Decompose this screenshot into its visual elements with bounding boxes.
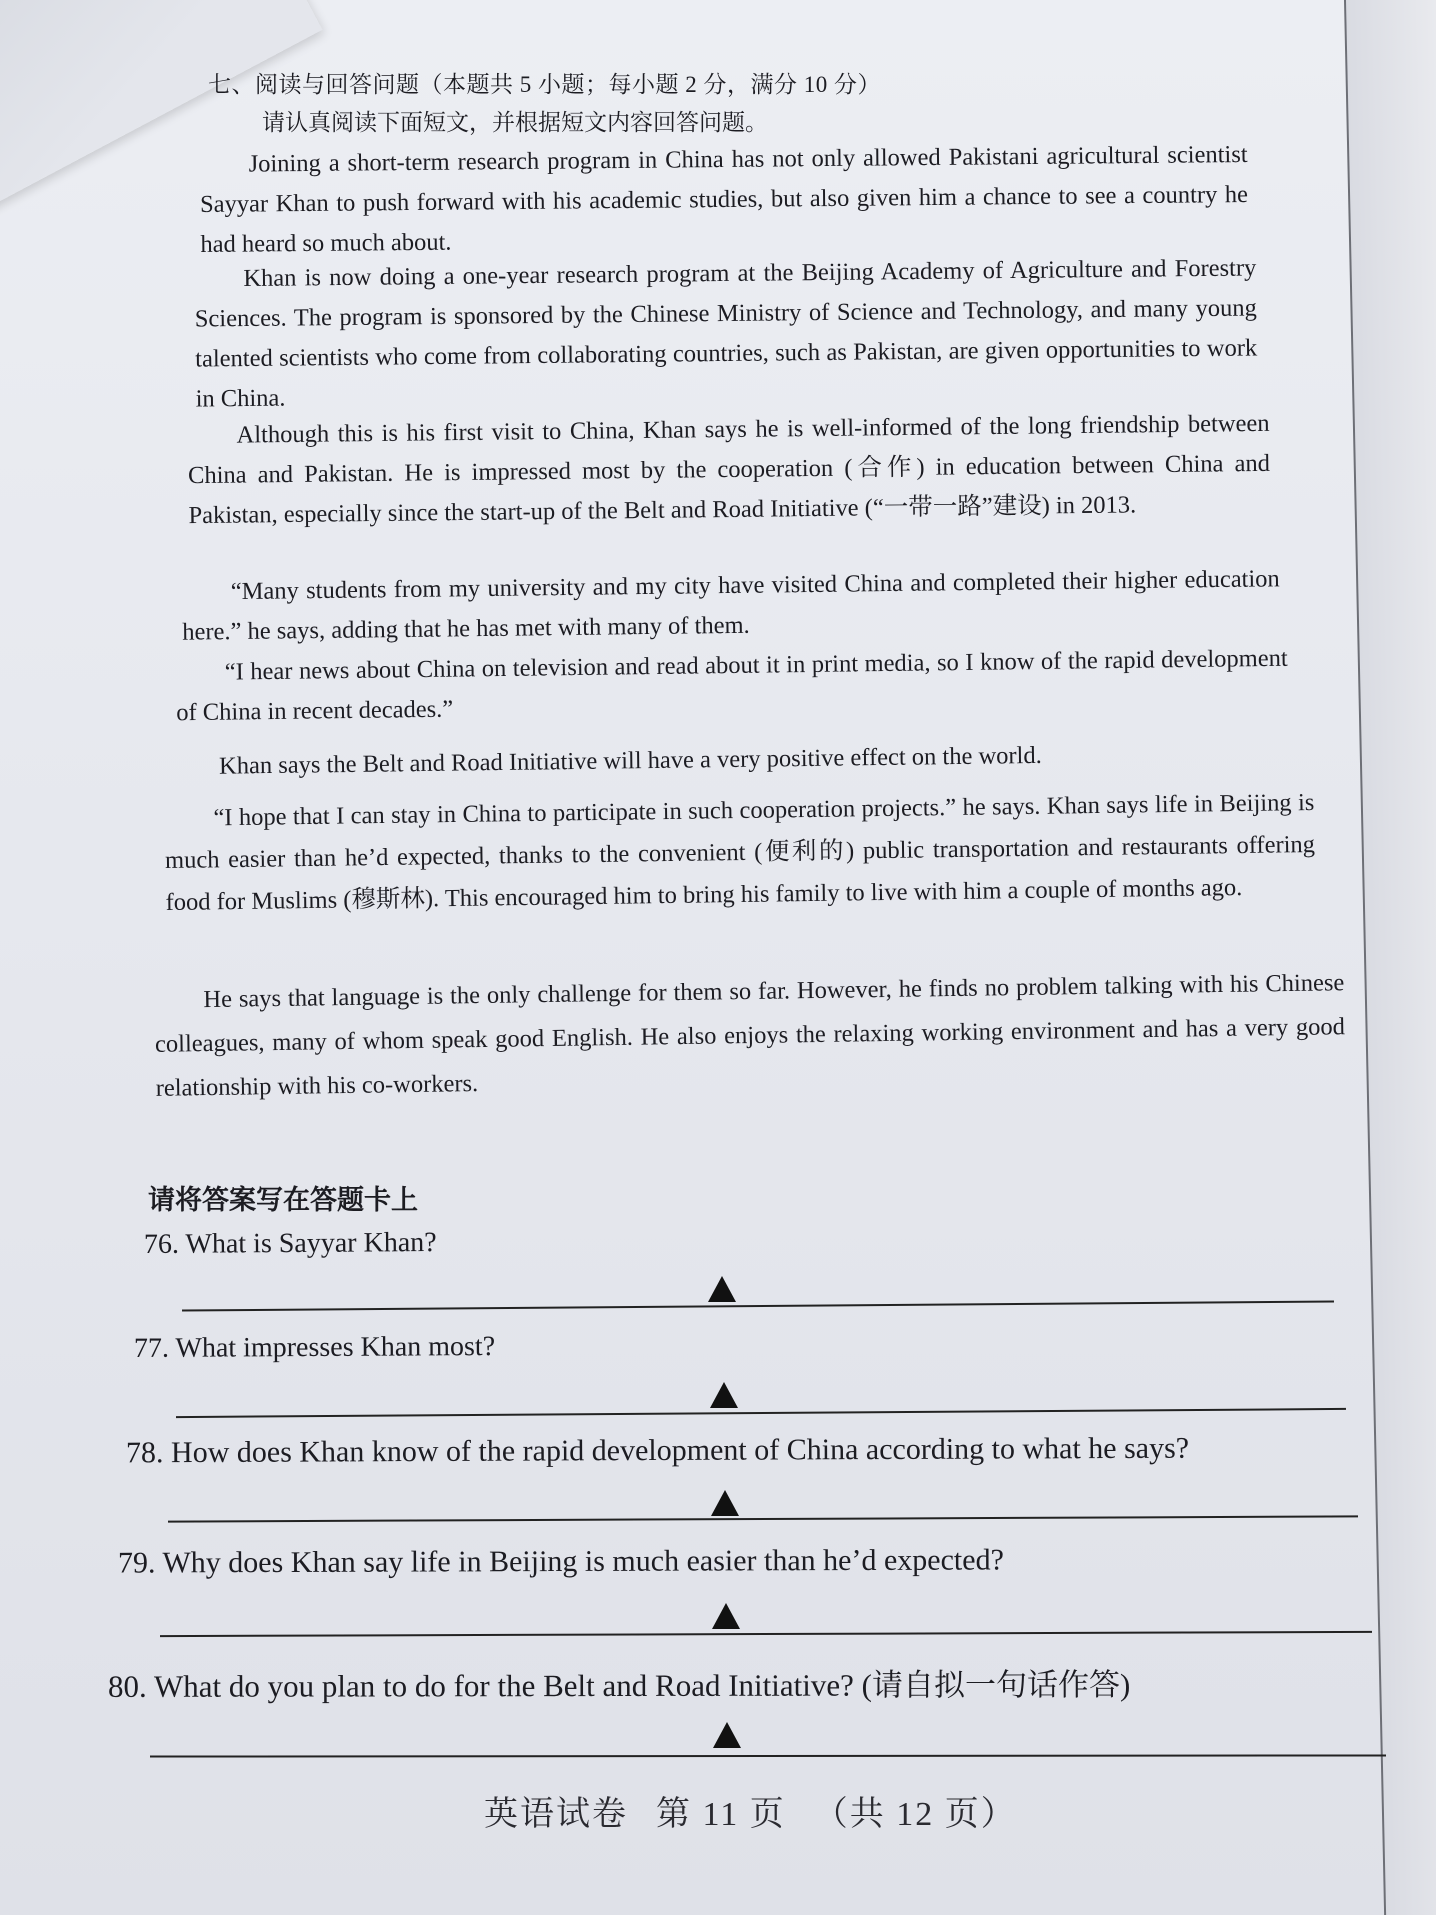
question-77: 77. What impresses Khan most? xyxy=(133,1331,496,1364)
answer-card-note: 请将答案写在答题卡上 xyxy=(148,1185,418,1216)
passage-paragraph-6: Khan says the Belt and Road Initiative will have a very positive effect on the world. xyxy=(218,741,1042,780)
triangle-marker-icon xyxy=(708,1276,736,1302)
passage-paragraph-8: He says that language is the only challenge for them so far. However, he finds no problem talking with his Chinese colleagues, many of whom speak good English. He also enjoys the relaxing working environment and has a very good relationship with his co-workers. xyxy=(154,969,1346,1102)
passage-paragraph-4: “Many students from my university and my city have visited China and completed their higher education here.” he says, adding that he has met with many of them. xyxy=(182,565,1280,646)
footer-page-number: 第 11 页 xyxy=(656,1796,786,1833)
passage-paragraph-3: Although this is his first visit to China, Khan says he is well-informed of the long friendship between China and Pakistan. He is impressed most by the cooperation (合作) in education between China and Pakistan, especially since the start-up of the Belt and Road Initiative (“一带一路”建设) in 2013. xyxy=(187,409,1271,530)
question-76: 76. What is Sayyar Khan? xyxy=(143,1226,437,1261)
page-footer xyxy=(484,1786,1045,1835)
answer-line-76 xyxy=(182,1300,1334,1311)
triangle-marker-icon xyxy=(710,1382,738,1408)
passage-paragraph-5: “I hear news about China on television and read about it in print media, so I know of the rapid development of China in recent decades.” xyxy=(176,644,1288,727)
triangle-marker-icon xyxy=(712,1603,740,1629)
passage-paragraph-1: Joining a short-term research program in China has not only allowed Pakistani agricultural scientist Sayyar Khan to push forward with his academic studies, but also given him a chance to see a country he had heard so much about. xyxy=(199,140,1249,259)
answer-line-78 xyxy=(168,1515,1358,1522)
passage-paragraph-2: Khan is now doing a one-year research program at the Beijing Academy of Agriculture and Forestry Sciences. The program is sponsored by the Chinese Ministry of Science and Technology, and many young talented scientists who come from collaborating countries, such as Pakistan, are given opportunities to work in China. xyxy=(194,254,1258,413)
stacked-pages-edge xyxy=(1344,0,1436,1915)
answer-line-77 xyxy=(176,1408,1346,1418)
answer-line-80 xyxy=(150,1754,1386,1757)
triangle-marker-icon xyxy=(711,1490,739,1516)
section-instruction: 请认真阅读下面短文，并根据短文内容回答问题。 xyxy=(262,110,768,135)
passage-paragraph-7: “I hope that I can stay in China to participate in such cooperation projects.” he says. Khan says life in Beijing is much easier than he’d expected, thanks to the convenient (便利的) public transportation and restaurants offering food for Muslims (穆斯林). This encouraged him to bring his family to live with him a couple of months ago. xyxy=(164,788,1316,917)
footer-subject: 英语试卷 xyxy=(484,1796,628,1833)
answer-line-79 xyxy=(160,1631,1372,1637)
footer-total-pages: （共 12 页） xyxy=(813,1796,1017,1833)
triangle-marker-icon xyxy=(713,1722,741,1748)
question-80: 80. What do you plan to do for the Belt and Road Initiative? (请自拟一句话作答) xyxy=(107,1667,1131,1704)
question-78: 78. How does Khan know of the rapid development of China according to what he says? xyxy=(125,1431,1190,1470)
question-79: 79. Why does Khan say life in Beijing is much easier than he’d expected? xyxy=(117,1543,1004,1580)
section-header: 七、阅读与回答问题（本题共 5 小题；每小题 2 分，满分 10 分） xyxy=(208,72,881,97)
